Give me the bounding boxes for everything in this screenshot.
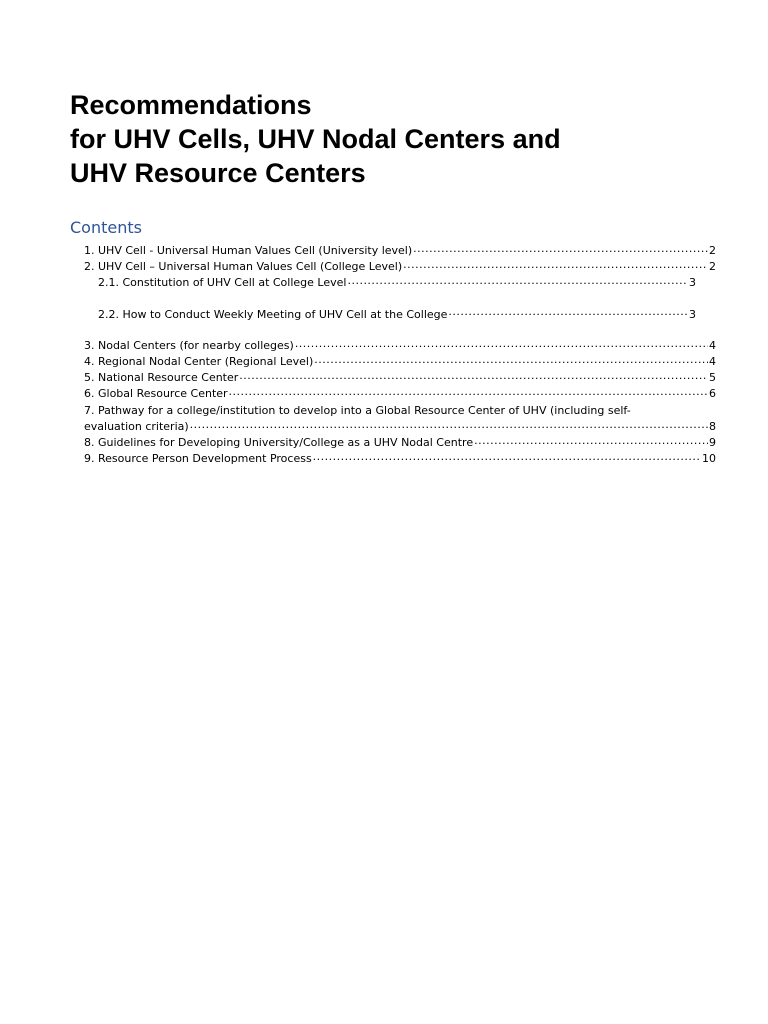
toc-dot-leader — [190, 420, 708, 430]
toc-page-number: 6 — [709, 387, 716, 401]
toc-entry[interactable] — [84, 451, 716, 467]
toc-entry[interactable] — [84, 386, 716, 402]
toc-entry-text: 1. UHV Cell - Universal Human Values Cell (University level) — [84, 244, 413, 257]
toc-page-number: 3 — [689, 307, 696, 321]
toc-page-number: 4 — [709, 355, 716, 369]
toc-dot-leader — [347, 276, 688, 286]
toc-page-number: 4 — [709, 338, 716, 352]
toc-entry[interactable] — [84, 243, 716, 259]
toc-entry[interactable] — [84, 370, 716, 386]
toc-entry-text: 3. Nodal Centers (for nearby colleges) — [84, 338, 294, 352]
contents-heading: Contents — [70, 218, 142, 237]
toc-page-number: 10 — [702, 452, 716, 466]
toc-entry-text: 9. Resource Person Development Process — [84, 452, 312, 466]
title-line: for UHV Cells, UHV Nodal Centers and — [70, 124, 561, 154]
toc-page-number: 5 — [709, 371, 716, 385]
toc-entry-text: 2.2. How to Conduct Weekly Meeting of UHV Cell at the College — [98, 307, 448, 321]
title-line: Recommendations — [70, 90, 312, 120]
toc-dot-leader — [403, 260, 708, 270]
toc-dot-leader — [413, 244, 708, 254]
toc-dot-leader — [448, 308, 688, 318]
toc-entry[interactable] — [84, 354, 716, 370]
toc-dot-leader — [295, 339, 708, 349]
title-line: UHV Resource Centers — [70, 158, 366, 188]
toc-page-number: 8 — [709, 419, 716, 433]
toc-subentry[interactable] — [98, 275, 696, 291]
toc-dot-leader — [474, 436, 708, 446]
document-title — [70, 88, 730, 190]
toc-entry-text: 2.1. Constitution of UHV Cell at College Level — [98, 276, 347, 290]
toc-entry-text: 5. National Resource Center — [84, 371, 239, 385]
toc-entry-text: 8. Guidelines for Developing University/College as a UHV Nodal Centre — [84, 436, 474, 450]
table-of-contents — [84, 243, 716, 467]
toc-dot-leader — [313, 452, 701, 462]
toc-entry[interactable] — [84, 435, 716, 451]
toc-dot-leader — [239, 371, 708, 381]
toc-dot-leader — [229, 387, 708, 397]
toc-entry[interactable] — [84, 259, 716, 275]
toc-entry-line2 — [84, 419, 716, 435]
toc-entry-text: 2. UHV Cell – Universal Human Values Cell (College Level) — [84, 260, 403, 274]
toc-dot-leader — [314, 355, 708, 365]
toc-entry-text-line2: evaluation criteria) — [84, 419, 189, 433]
toc-page-number: 2 — [709, 260, 716, 274]
toc-page-number: 2 — [709, 244, 716, 257]
toc-subentry[interactable] — [98, 307, 696, 323]
toc-entry-multiline[interactable] — [84, 403, 716, 435]
toc-entry[interactable] — [84, 338, 716, 354]
toc-page-number: 9 — [709, 436, 716, 450]
toc-entry-text: 4. Regional Nodal Center (Regional Level) — [84, 355, 314, 369]
toc-entry-text: 6. Global Resource Center — [84, 387, 228, 401]
toc-page-number: 3 — [689, 276, 696, 290]
toc-entry-text-line1: 7. Pathway for a college/institution to develop into a Global Resource Center of UHV (including self- — [84, 403, 631, 417]
